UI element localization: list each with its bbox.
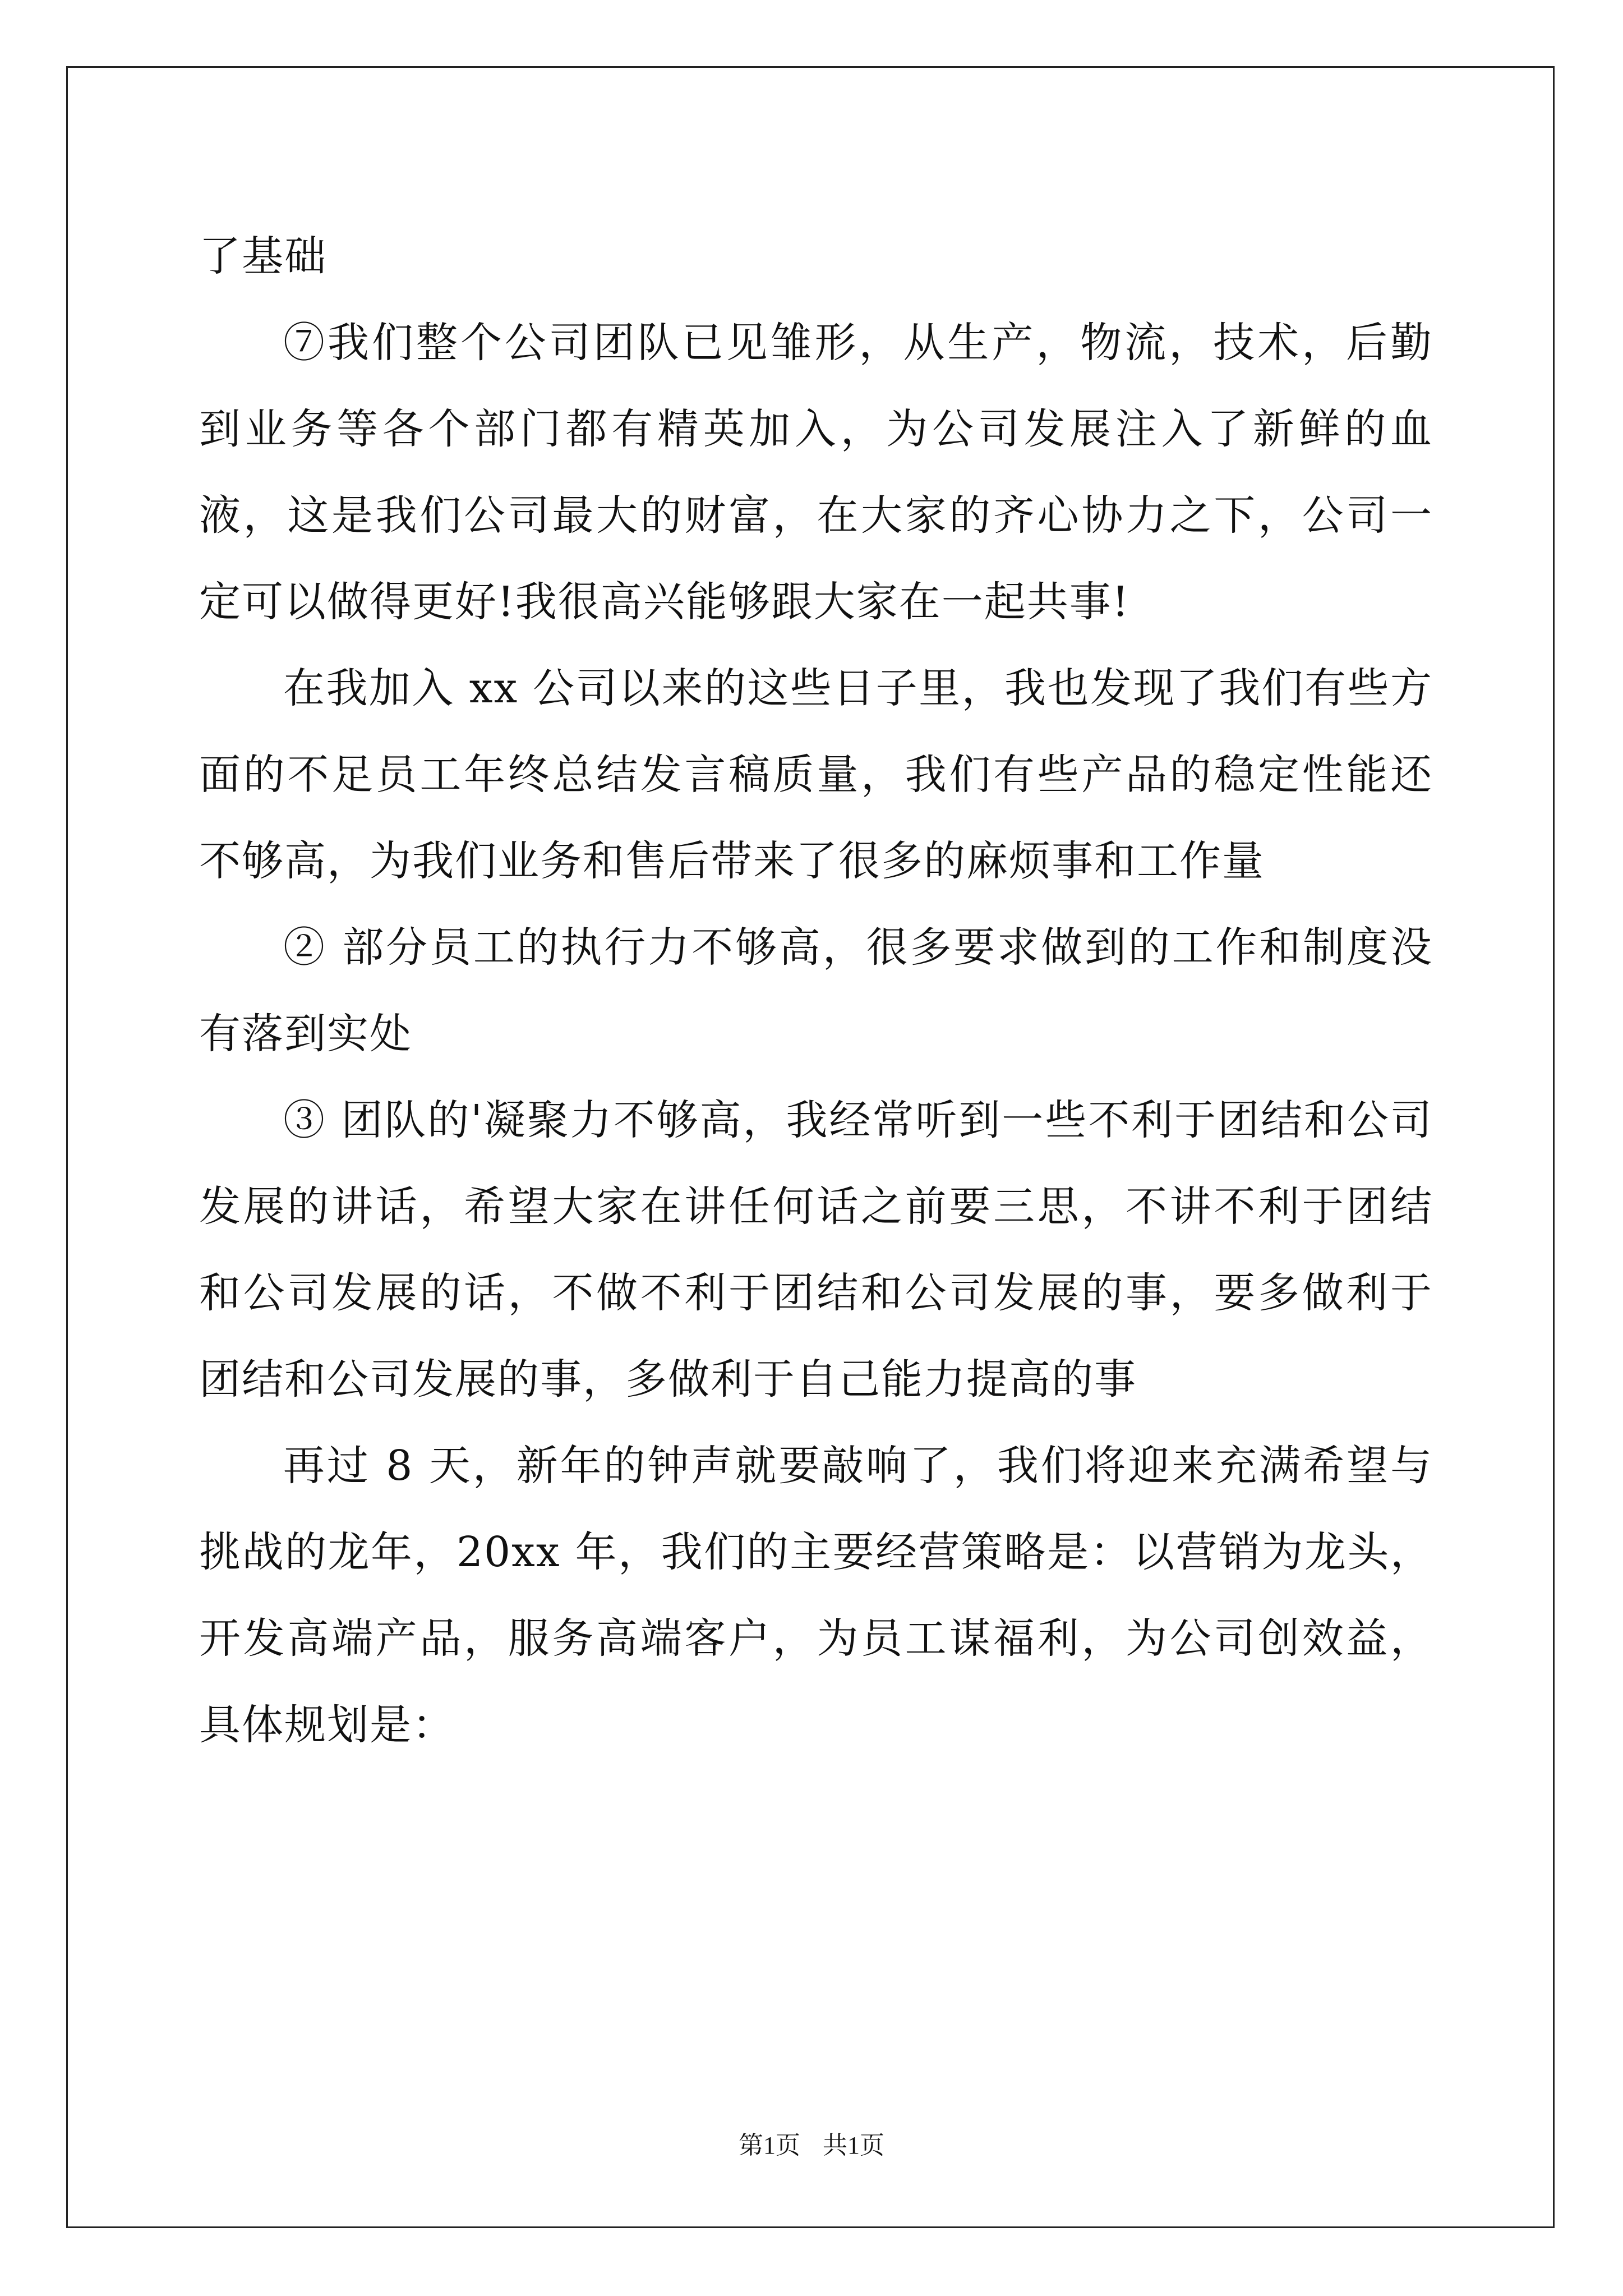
page-footer: [0, 2129, 1623, 2162]
paragraph-2: ⑦我们整个公司团队已见雏形，从生产，物流，技术，后勤到业务等各个部门都有精英加入，为公司发展注入了新鲜的血液，这是我们公司最大的财富，在大家的齐心协力之下，公司一定可以做得更好!我很高兴能够跟大家在一起共事!: [199, 319, 1433, 626]
page-number: 第1页: [739, 2132, 800, 2159]
paragraph-6: 再过 8 天，新年的钟声就要敲响了，我们将迎来充满希望与挑战的龙年，20xx 年，我们的主要经营策略是：以营销为龙头，开发高端产品，服务高端客户，为员工谋福利，为公司创效益，具体规划是：: [199, 1442, 1433, 1749]
paragraph-1: 了基础: [199, 232, 327, 280]
document-body: [199, 213, 1433, 1768]
paragraph-4: ② 部分员工的执行力不够高，很多要求做到的工作和制度没有落到实处: [199, 923, 1433, 1058]
paragraph-3: 在我加入 xx 公司以来的这些日子里，我也发现了我们有些方面的不足员工年终总结发言稿质量，我们有些产品的稳定性能还不够高，为我们业务和售后带来了很多的麻烦事和工作量: [199, 664, 1433, 885]
page-total: 共1页: [823, 2132, 884, 2159]
paragraph-5: ③ 团队的'凝聚力不够高，我经常听到一些不利于团结和公司发展的讲话，希望大家在讲任何话之前要三思，不讲不利于团结和公司发展的话，不做不利于团结和公司发展的事，要多做利于团结和公司发展的事，多做利于自己能力提高的事: [199, 1096, 1433, 1404]
